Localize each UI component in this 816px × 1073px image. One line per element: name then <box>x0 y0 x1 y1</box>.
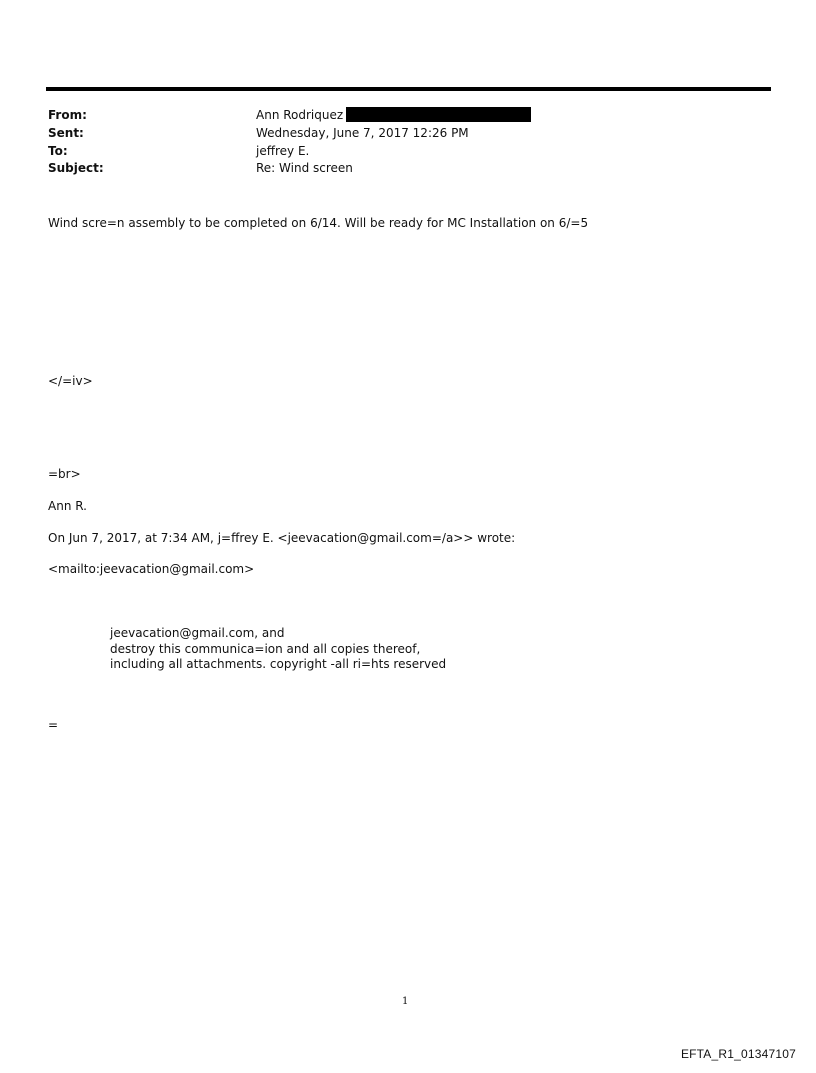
br-artifact: =br> <box>48 467 81 481</box>
to-label: To: <box>48 144 68 158</box>
div-artifact: </=iv> <box>48 374 93 388</box>
quoted-line-1: jeevacation@gmail.com, and <box>110 626 285 640</box>
signature: Ann R. <box>48 499 87 513</box>
subject-label: Subject: <box>48 161 104 175</box>
sent-value: Wednesday, June 7, 2017 12:26 PM <box>256 126 469 140</box>
equals-artifact: = <box>48 718 59 732</box>
quote-intro: On Jun 7, 2017, at 7:34 AM, j=ffrey E. <jeevacation@gmail.com=/a>> wrote: <box>48 531 516 545</box>
from-value <box>256 107 531 123</box>
redaction-box <box>346 107 531 122</box>
sender-name: Ann Rodriquez <box>256 108 344 122</box>
quoted-line-3: including all attachments. copyright -all ri=hts reserved <box>110 657 447 671</box>
sent-label: Sent: <box>48 126 84 140</box>
from-label: From: <box>48 108 87 122</box>
page-number: 1 <box>402 996 409 1007</box>
quoted-line-2: destroy this communica=ion and all copies thereof, <box>110 642 421 656</box>
subject-value: Re: Wind screen <box>256 161 353 175</box>
to-value: jeffrey E. <box>256 144 310 158</box>
document-id: EFTA_R1_01347107 <box>680 1047 796 1061</box>
header-rule <box>46 87 771 91</box>
mailto-line: <mailto:jeevacation@gmail.com> <box>48 562 255 576</box>
body-line-1: Wind scre=n assembly to be completed on 6/14. Will be ready for MC Installation on 6/=5 <box>48 216 589 230</box>
